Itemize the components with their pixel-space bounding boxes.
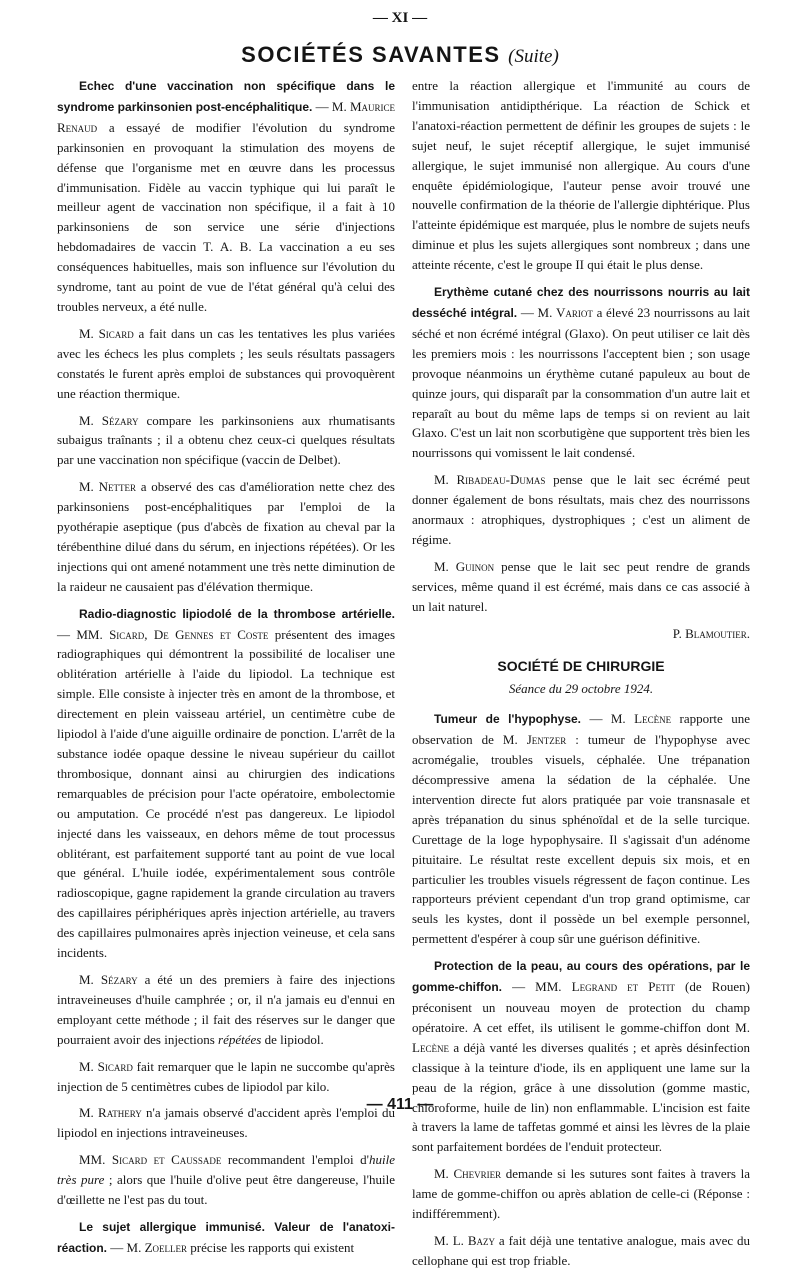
discussion-chevrier — [412, 1164, 750, 1224]
discussion-body: a fait dans un cas les tentatives les plus variées avec les échecs les plus complets ; les seuls résultats passagers constatés le furent après emploi de substances qui provoquèrent une réaction thermique. — [57, 325, 395, 401]
author-name: Guinon — [455, 558, 495, 574]
abstract-pituitary-tumor — [412, 709, 750, 949]
dash: — MM. — [57, 626, 110, 642]
abstract-allergic-subject — [57, 1217, 395, 1259]
discussion-body: recommandent l'emploi d' — [221, 1152, 370, 1168]
dash: — M. — [107, 1239, 145, 1255]
abstract-continuation — [412, 76, 750, 275]
author-name: Sicard — [98, 325, 134, 341]
author-name: Netter — [98, 479, 136, 495]
emphasis: huile très pure — [57, 1152, 396, 1188]
author-name: Legrand et Petit — [571, 979, 675, 995]
discussion-body-end: de lipiodol. — [261, 1031, 324, 1047]
author-name: L. Bazy — [452, 1232, 496, 1248]
discussion-body: compare les parkinsoniens aux rhumatisants subaigus traînants ; il a obtenu chez ceux-ci quelques résultats par une vaccination non spécifique (vaccin de Delbet). — [57, 412, 396, 468]
discussion-body: a observé des cas d'amélioration nette chez des parkinsoniens post-encéphalitiques par l'emploi de la pyothérapie aseptique (pus d'abcès de fixation au cheval par la térébenthine dilué dans du sérum, en injections répétées). Or les injections qui ont amené notamment une très nette diminution de la raideur ne causaient pas d'élévation thermique. — [57, 479, 395, 594]
author-name: Lecène — [634, 711, 672, 727]
discussion-body: fait remarquer que le lapin ne succombe qu'après injection de 5 centimètres cubes de lipiodol par kilo. — [57, 1058, 395, 1094]
discussion-sezary — [57, 411, 395, 471]
abstract-heading: Le sujet allergique immunisé. Valeur de l'anatoxi-réaction. — [57, 1219, 395, 1255]
discussion-body: a été un des premiers à faire des injections intraveineuses d'huile camphrée ; or, il n'a jamais eu d'ennui en employant cette méthode ; il fait des réserves sur le danger que pourraient avoir des injections — [57, 971, 396, 1047]
abstract-body: a essayé de modifier l'évolution du syndrome parkinsonien en provoquant la stimulation des moyens de défense que l'organisme met en œuvre dans les processus d'immunisation. Fidèle au vaccin typhique qui lui paraît le meilleur agent de vaccination non spécifique, il a fait à 10 parkinsoniens de son service une série d'injections hebdomadaires de vaccin T. A. B. La vaccination a eu ses conséquences habituelles, mais son influence sur l'évolution du syndrome, tant au point de vue de l'état général qu'à celui des troubles nerveux, a été nulle. — [57, 119, 395, 314]
roman-folio: — XI — — [372, 10, 428, 26]
page-title — [0, 42, 800, 68]
discussion-guinon — [412, 557, 750, 617]
author-name: Sézary — [100, 971, 138, 987]
abstract-body-end: : tumeur de l'hypophyse avec acromégalie, troubles visuels, céphalée. Une trépanation décompressive amena la sédation de la céphalée. Une intervention directe fut alors pratiquée par voie transnasale et après trépanation du sinus sphénoïdal et de la selle turcique. Curettage de la loge hypophysaire. Il s'agissait d'un adénome pituitaire. Le résultat reste excellent depuis six mois, et en particulier les troubles visuels régressent de façon continue. Les rapporteurs prévient cependant d'un trop grand optimisme, car seuls les kystes, dont il possède un bel exemple personnel, permettent d'espérer à coup sûr une guérison définitive. — [412, 732, 750, 947]
discussion-sicard — [57, 324, 395, 404]
discussion-body: pense que le lait sec écrémé peut donner également de bons résultats, mais chez des nourrissons anormaux : atrophiques, dystrophiques ; c'est un aliment de régime. — [412, 472, 751, 547]
abstract-body: entre la réaction allergique et l'immunité au cours de l'immunisation antidipthérique. La réaction de Schick et l'anatoxi-réaction permettent de définir les groupes de sujets : le sujet neuf, le sujet réceptif allergique, le sujet immunisé allergique, le sujet immunisé non allergique. Au cours d'une enquête épidémiologique, l'auteur pense avoir trouvé une nouvelle confirmation de la théorie de l'allergie diphtérique. Plus l'atteinte épidémique est marquée, plus le nombre de sujets neufs diminue et plus les sujets allergiques sont nombreux ; dans une atteinte récente, c'est le groupe II qui était le plus dense. — [412, 78, 750, 273]
prefix: MM. — [79, 1152, 112, 1168]
prefix: M. — [79, 479, 99, 495]
prefix: M. — [434, 472, 457, 488]
abstract-body-end: a déjà vanté les diverses qualités ; et après désinfection classique à la teinture d'iode, ils en appliquent une lame sur la peau de la région, grâce à une dissolution (gomme mastic, chloroforme, huile de lin) non enflammable. L'incision est faite à travers la lame de taffetas gommé et ainsi les lèvres de la plaie sont parfaitement bordées de l'enduit protecteur. — [412, 1039, 750, 1155]
abstract-erythema-infants — [412, 282, 750, 463]
prefix: M. — [79, 412, 102, 428]
section-title: SOCIÉTÉ DE CHIRURGIE — [497, 658, 665, 675]
signature: P. Blamoutier. — [672, 625, 750, 641]
dash: — M. — [581, 711, 635, 727]
discussion-body: demande si les sutures sont faites à travers la lame de gomme-chiffon ou après ablation de celle-ci (Réponse : indifféremment). — [412, 1166, 750, 1222]
title-suite: (Suite) — [508, 46, 559, 67]
discussion-netter — [57, 477, 395, 596]
dash: — MM. — [502, 979, 572, 995]
prefix: M. — [79, 325, 99, 341]
discussion-bazy — [412, 1231, 750, 1271]
abstract-heading: Echec d'une vaccination non spécifique dans le syndrome parkinsonien post-encéphalitique. — [57, 79, 395, 114]
dash: — M. — [517, 304, 557, 320]
prefix: M. — [79, 971, 101, 987]
author-name: Variot — [556, 304, 593, 320]
prefix: M. — [79, 1105, 99, 1121]
discussion-sezary-2 — [57, 970, 395, 1050]
author-name: Sicard — [97, 1058, 133, 1074]
abstract-heading: Radio-diagnostic lipiodolé de la thrombose artérielle. — [79, 606, 395, 621]
abstract-heading: Erythème cutané chez des nourrissons nourris au lait desséché intégral. — [412, 285, 750, 320]
abstract-parkinson-vaccination — [57, 76, 395, 317]
abstract-heading: Tumeur de l'hypophyse. — [434, 712, 582, 727]
left-column — [57, 76, 395, 1266]
author-name: Sicard, De Gennes et Coste — [109, 626, 269, 642]
author-name-2: Jentzer — [526, 732, 567, 748]
author-name: Ribadeau-Dumas — [456, 472, 546, 488]
discussion-sicard-2 — [57, 1057, 395, 1097]
discussion-ribadeau-dumas — [412, 470, 750, 550]
discussion-sicard-caussade — [57, 1150, 395, 1210]
author-name: Rathery — [98, 1105, 142, 1121]
author-name-2: Lecène — [412, 1039, 449, 1055]
discussion-body: a fait déjà une tentative analogue, mais avec du cellophane qui est trop friable. — [412, 1232, 751, 1268]
prefix: M. — [434, 558, 456, 574]
author-name: Chevrier — [453, 1166, 502, 1182]
prefix: M. — [434, 1166, 454, 1182]
abstract-skin-protection — [412, 956, 750, 1157]
abstract-body: présentent des images radiographiques qui démontrent la possibilité de localiser une oblitération artérielle à l'aide du lipiodol. La technique est simple. Elle consiste à injecter très en amont de la thrombose, et directement en plein vaisseau artériel, un centimètre cube de lipiodol à l'aide d'une aiguille ordinaire de ponction. L'arrêt de la substance iodée opaque dessine le niveau supérieur du caillot thrombosique, donnant ainsi au chirurgien des indications remarquables de précision pour l'acte opératoire, embolectomie ou amputation. Ce procédé n'est pas dangereux. Le lipiodol injecté dans les vaisseaux, en dehors même de tout processus oblitérant, est parfaitement supporté tant au point de vue local que général. L'huile iodée, expérimentalement sous contrôle radioscopique, gagne rapidement la grande circulation au travers des capillaires périphériques après injection artérielle, au travers des capillaires pulmonaires après injection veineuse, et cela sans incidents. — [57, 626, 396, 961]
abstract-heading: Protection de la peau, au cours des opérations, par le gomme-chiffon. — [412, 959, 750, 995]
prefix: M. — [79, 1058, 98, 1074]
discussion-body: n'a jamais observé d'accident après l'emploi du lipiodol en injections intraveineuses. — [57, 1105, 395, 1141]
abstract-lipiodol-thrombosis — [57, 604, 395, 963]
dash: — M. — [312, 98, 350, 114]
section-subtitle: Séance du 29 octobre 1924. — [508, 681, 654, 697]
abstract-body: rapporte une observation de M. — [412, 711, 750, 748]
author-name: Sézary — [101, 412, 139, 428]
page-number: — 411 — — [366, 1096, 434, 1113]
discussion-body: pense que le lait sec peut rendre de grands services, même quand il est écrémé, mais dans ce cas associé à un lait naturel. — [412, 558, 750, 614]
discussion-body-end: ; alors que l'huile d'olive peut être dangereuse, l'huile d'œillette ne l'est pas du tout. — [57, 1172, 395, 1208]
author-name: Zoeller — [144, 1239, 188, 1255]
abstract-body: précise les rapports qui existent — [187, 1239, 355, 1255]
author-name: Sicard et Caussade — [111, 1152, 222, 1168]
author-name: Maurice Renaud — [57, 98, 396, 135]
prefix: M. — [434, 1232, 453, 1248]
abstract-body: a élevé 23 nourrissons au lait séché et non écrémé intégral (Glaxo). On peut utiliser ce lait dès les premiers mois : les nourrissons l'acceptent bien ; son usage provoque néanmoins un érythème cutané papuleux au bout de quinze jours, qui disparaît par la consommation d'un autre lait et reparaît au bout du même laps de temps si on revient au lait Glaxo. C'est un lait non scorbutigène que supportent très bien les nourrissons qui vomissent le lait condensé. — [412, 304, 751, 461]
abstract-body: (de Rouen) préconisent un nouveau moyen de protection du champ opératoire. A cet effet, ils utilisent le gomme-chiffon dont M. — [412, 979, 750, 1035]
title-text: SOCIÉTÉS SAVANTES — [241, 42, 501, 67]
emphasis: répétées — [218, 1031, 262, 1047]
